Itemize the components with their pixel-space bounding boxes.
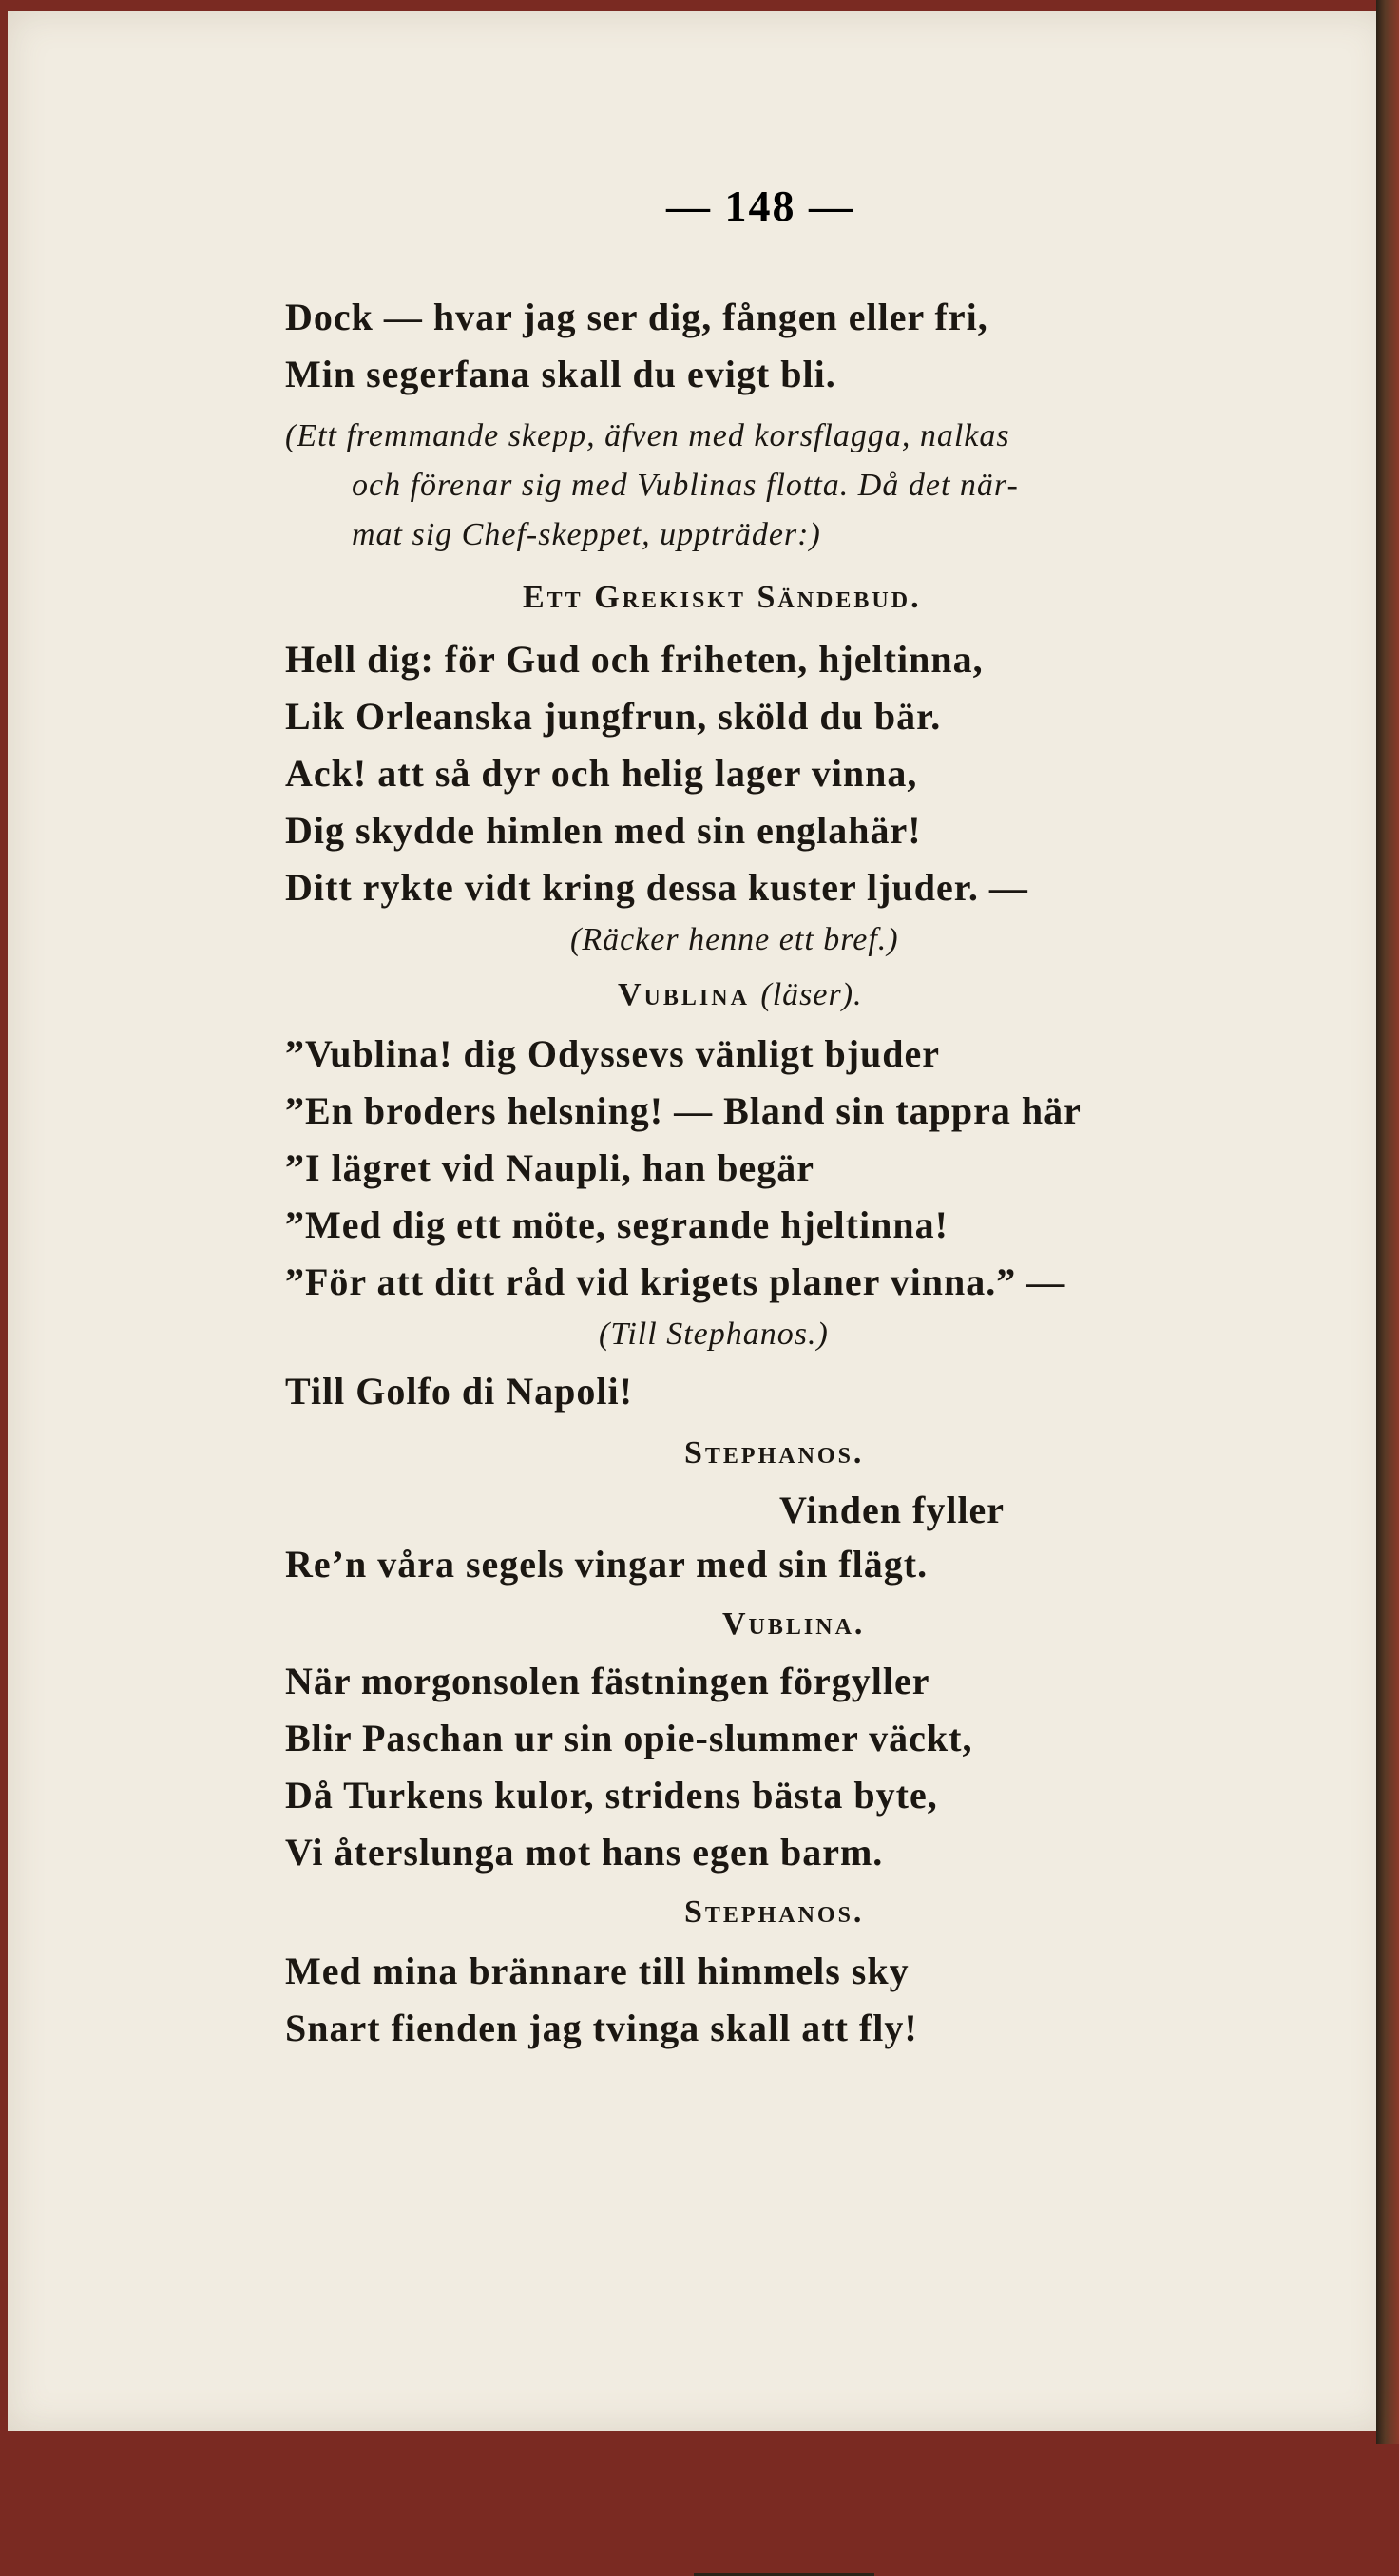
verse-line: Ditt rykte vidt kring dessa kuster ljuder. —: [285, 866, 1028, 909]
verse-line: Hell dig: för Gud och friheten, hjeltinna,: [285, 638, 984, 681]
verse-line: Lik Orleanska jungfrun, sköld du bär.: [285, 695, 942, 738]
page-edge: [1376, 0, 1399, 2444]
verse-line: Vi återslunga mot hans egen barm.: [285, 1831, 884, 1874]
verse-line: Till Golfo di Napoli!: [285, 1370, 633, 1413]
speaker-name: Ett Grekiskt Sändebud.: [523, 580, 922, 615]
speaker-name: [618, 977, 863, 1013]
verse-line: Ack! att så dyr och helig lager vinna,: [285, 752, 918, 795]
verse-line: När morgonsolen fästningen förgyller: [285, 1660, 930, 1702]
stage-direction: (Till Stephanos.): [599, 1317, 829, 1352]
verse-line: Dig skydde himlen med sin englahär!: [285, 809, 922, 852]
stage-direction: mat sig Chef-skeppet, uppträder:): [352, 517, 821, 552]
verse-line: Re’n våra segels vingar med sin flägt.: [285, 1543, 929, 1586]
verse-line: ”I lägret vid Naupli, han begär: [285, 1146, 814, 1189]
speaker-name: Stephanos.: [684, 1894, 865, 1930]
verse-line: ”Vublina! dig Odyssevs vänligt bjuder: [285, 1032, 941, 1075]
verse-line: ”För att ditt råd vid krigets planer vinna.” —: [285, 1260, 1066, 1303]
speaker-name: Stephanos.: [684, 1435, 865, 1471]
verse-line: Vinden fyller: [779, 1489, 1006, 1531]
stage-direction: och förenar sig med Vublinas flotta. Då det när-: [352, 468, 1019, 503]
speaker-name: Vublina.: [722, 1606, 866, 1642]
stage-direction: (Ett fremmande skepp, äfven med korsflagga, nalkas: [285, 418, 1010, 453]
verse-line: Då Turkens kulor, stridens bästa byte,: [285, 1774, 938, 1817]
verse-line: Dock — hvar jag ser dig, fången eller fri,: [285, 296, 988, 338]
verse-line: Snart fienden jag tvinga skall att fly!: [285, 2007, 918, 2049]
page-number: — 148 —: [666, 182, 854, 230]
verse-line: ”Med dig ett möte, segrande hjeltinna!: [285, 1203, 949, 1246]
speaker-note: (läser).: [760, 977, 863, 1012]
speaker-name-text: Vublina: [618, 977, 750, 1012]
verse-line: Blir Paschan ur sin opie-slummer väckt,: [285, 1717, 973, 1759]
verse-line: Min segerfana skall du evigt bli.: [285, 353, 836, 395]
verse-line: Med mina brännare till himmels sky: [285, 1950, 910, 1992]
stage-direction: (Räcker henne ett bref.): [570, 922, 899, 957]
verse-line: ”En broders helsning! — Bland sin tappra här: [285, 1089, 1082, 1132]
